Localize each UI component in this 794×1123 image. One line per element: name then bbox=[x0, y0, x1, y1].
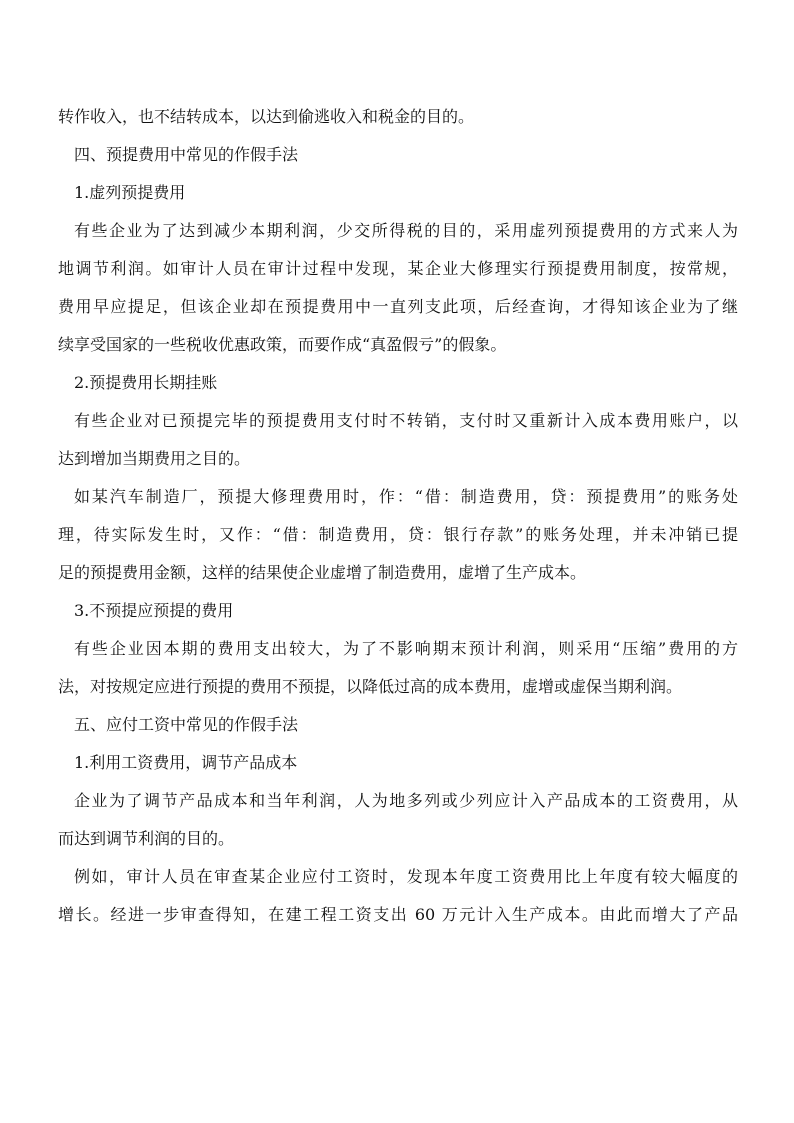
subheading-4-2: 2.预提费用长期挂账 bbox=[74, 373, 218, 392]
paragraph-line: 足的预提费用金额，这样的结果使企业虚增了制造费用，虚增了生产成本。 bbox=[58, 563, 587, 582]
subheading-4-1: 1.虚列预提费用 bbox=[74, 183, 186, 202]
paragraph-line: 增长。经进一步审查得知，在建工程工资支出 60 万元计入生产成本。由此而增大了产品 bbox=[58, 905, 738, 924]
paragraph-line: 地调节利润。如审计人员在审计过程中发现，某企业大修理实行预提费用制度，按常规， bbox=[58, 259, 738, 278]
paragraph-line: 续享受国家的一些税收优惠政策，而要作成“真盈假亏”的假象。 bbox=[58, 335, 507, 354]
paragraph-line: 有些企业对已预提完毕的预提费用支付时不转销，支付时又重新计入成本费用账户，以 bbox=[74, 411, 738, 430]
subheading-4-3: 3.不预提应预提的费用 bbox=[74, 601, 234, 620]
paragraph-line: 有些企业因本期的费用支出较大，为了不影响期末预计利润，则采用“压缩”费用的方 bbox=[74, 639, 738, 658]
paragraph-line: 例如，审计人员在审查某企业应付工资时，发现本年度工资费用比上年度有较大幅度的 bbox=[74, 867, 738, 886]
document-page bbox=[58, 98, 738, 934]
paragraph-line: 如某汽车制造厂，预提大修理费用时，作：“借：制造费用，贷：预提费用”的账务处 bbox=[74, 487, 738, 506]
paragraph-line: 有些企业为了达到减少本期利润，少交所得税的目的，采用虚列预提费用的方式来人为 bbox=[74, 221, 738, 240]
paragraph-line: 理，待实际发生时，又作：“借：制造费用，贷：银行存款”的账务处理，并未冲销已提 bbox=[58, 525, 738, 544]
paragraph-line: 转作收入，也不结转成本，以达到偷逃收入和税金的目的。 bbox=[58, 107, 475, 126]
paragraph-line: 费用早应提足，但该企业却在预提费用中一直列支此项，后经查询，才得知该企业为了继 bbox=[58, 297, 738, 316]
paragraph-line: 而达到调节利润的目的。 bbox=[58, 829, 235, 848]
paragraph-line: 法，对按规定应进行预提的费用不预提，以降低过高的成本费用，虚增或虚保当期利润。 bbox=[58, 677, 683, 696]
paragraph-line: 企业为了调节产品成本和当年利润，人为地多列或少列应计入产品成本的工资费用，从 bbox=[74, 791, 738, 810]
section-heading-4: 四、预提费用中常见的作假手法 bbox=[74, 145, 299, 164]
section-heading-5: 五、应付工资中常见的作假手法 bbox=[74, 715, 299, 734]
paragraph-line: 达到增加当期费用之目的。 bbox=[58, 449, 251, 468]
subheading-5-1: 1.利用工资费用，调节产品成本 bbox=[74, 753, 298, 772]
